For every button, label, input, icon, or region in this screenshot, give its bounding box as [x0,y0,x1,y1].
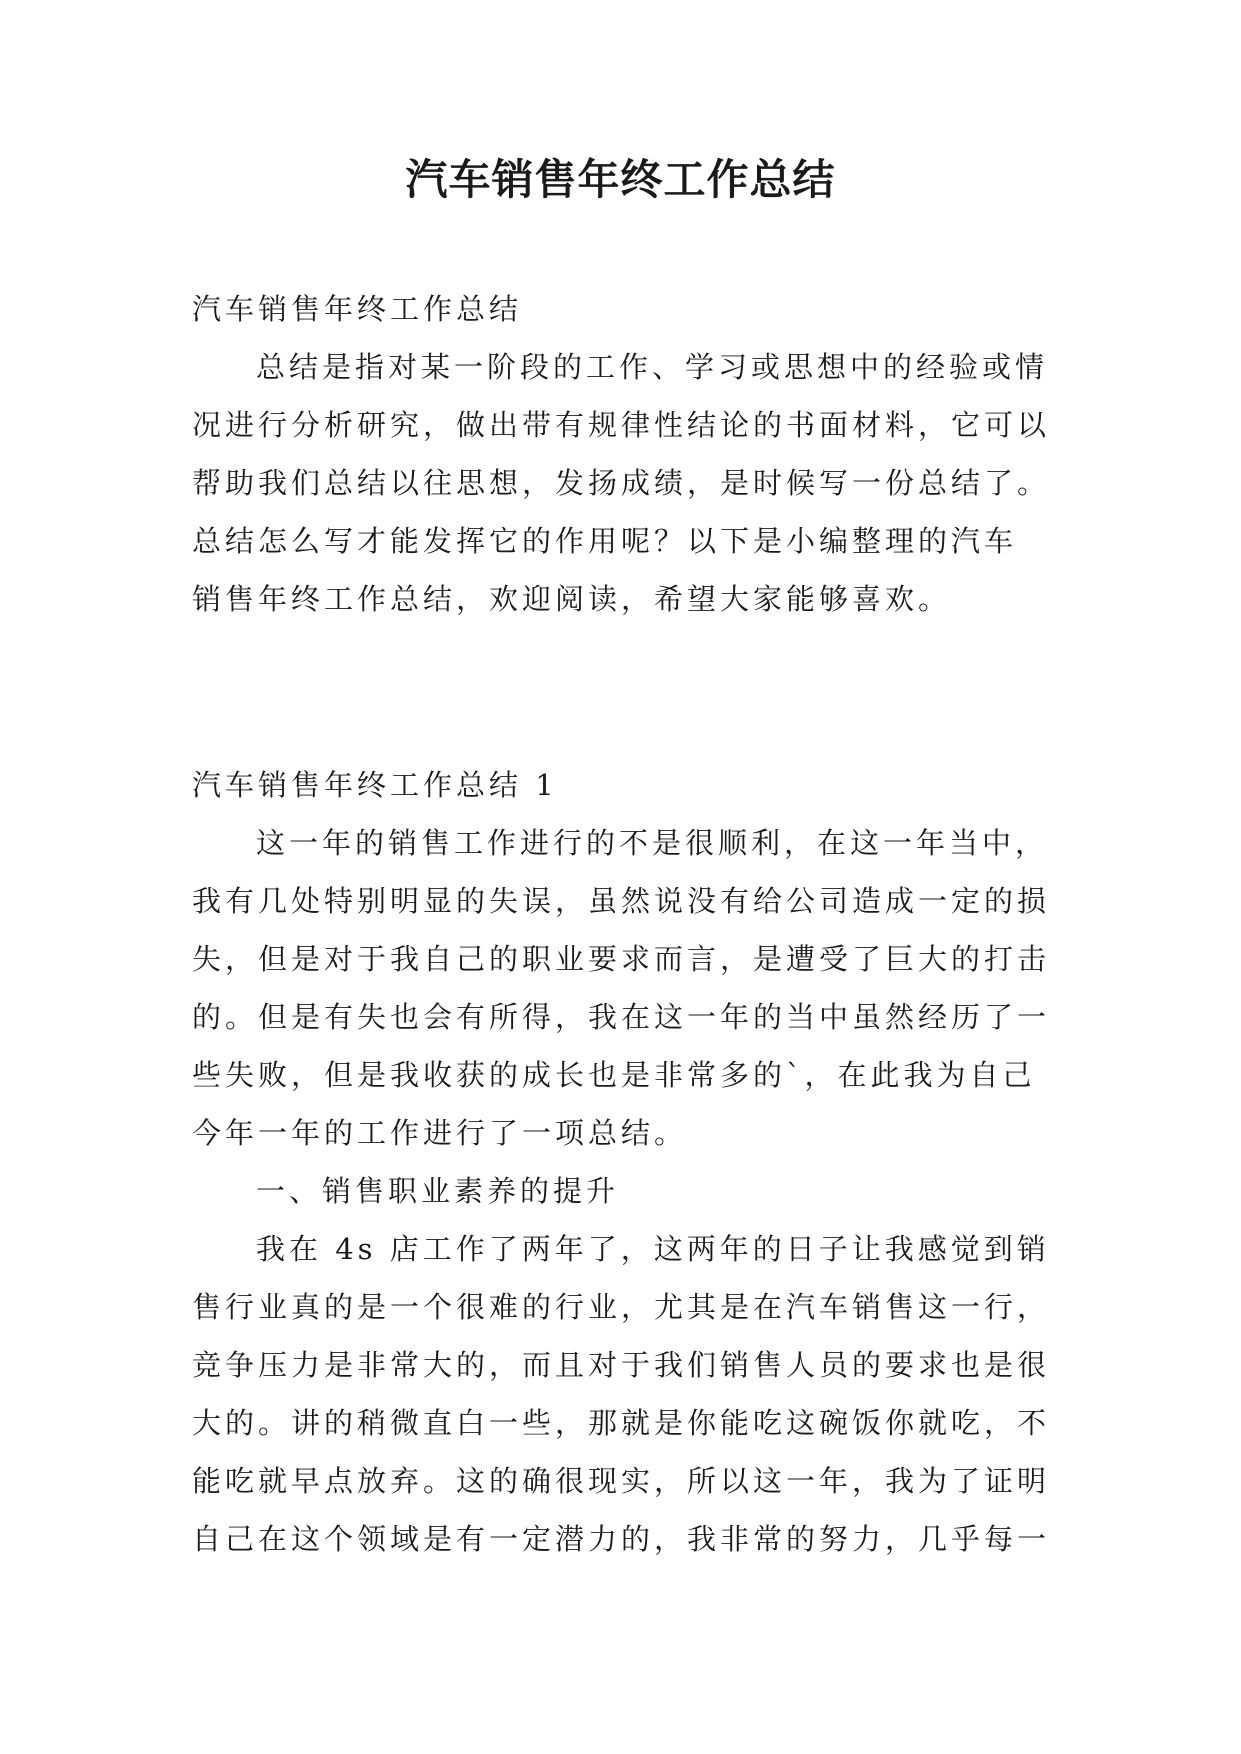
paragraph-line: 我在 4s 店工作了两年了，这两年的日子让我感觉到销 [256,1232,1050,1266]
intro-heading: 汽车销售年终工作总结 [192,292,523,326]
paragraph-line: 的。但是有失也会有所得，我在这一年的当中虽然经历了一 [192,1000,1051,1034]
paragraph-line: 大的。讲的稍微直白一些，那就是你能吃这碗饭你就吃，不 [192,1406,1051,1440]
intro-line: 帮助我们总结以往思想，发扬成绩，是时候写一份总结了。 [192,466,1051,500]
paragraph-line: 售行业真的是一个很难的行业，尤其是在汽车销售这一行， [192,1290,1051,1324]
section-spacer [192,628,1072,756]
paragraph-line: 能吃就早点放弃。这的确很现实，所以这一年，我为了证明 [192,1464,1051,1498]
document-title: 汽车销售年终工作总结 [405,155,836,204]
intro-line: 销售年终工作总结，欢迎阅读，希望大家能够喜欢。 [192,582,952,616]
intro-line: 总结是指对某一阶段的工作、学习或思想中的经验或情 [256,350,1049,384]
section-heading: 汽车销售年终工作总结 1 [192,768,558,802]
paragraph-line: 些失败，但是我收获的成长也是非常多的`，在此我为自己 [192,1058,1036,1092]
paragraph-line: 今年一年的工作进行了一项总结。 [192,1116,688,1150]
intro-line: 总结怎么写才能发挥它的作用呢？以下是小编整理的汽车 [192,524,1018,558]
paragraph-line: 我有几处特别明显的失误，虽然说没有给公司造成一定的损 [192,884,1051,918]
intro-line: 况进行分析研究，做出带有规律性结论的书面材料，它可以 [192,408,1051,442]
subsection-heading: 一、销售职业素养的提升 [256,1174,620,1208]
paragraph-line: 失，但是对于我自己的职业要求而言，是遭受了巨大的打击 [192,942,1051,976]
paragraph-line: 竞争压力是非常大的，而且对于我们销售人员的要求也是很 [192,1348,1051,1382]
paragraph-line: 自己在这个领域是有一定潜力的，我非常的努力，几乎每一 [192,1522,1051,1556]
paragraph-line: 这一年的销售工作进行的不是很顺利，在这一年当中， [256,826,1049,860]
document-body [192,280,1072,1568]
